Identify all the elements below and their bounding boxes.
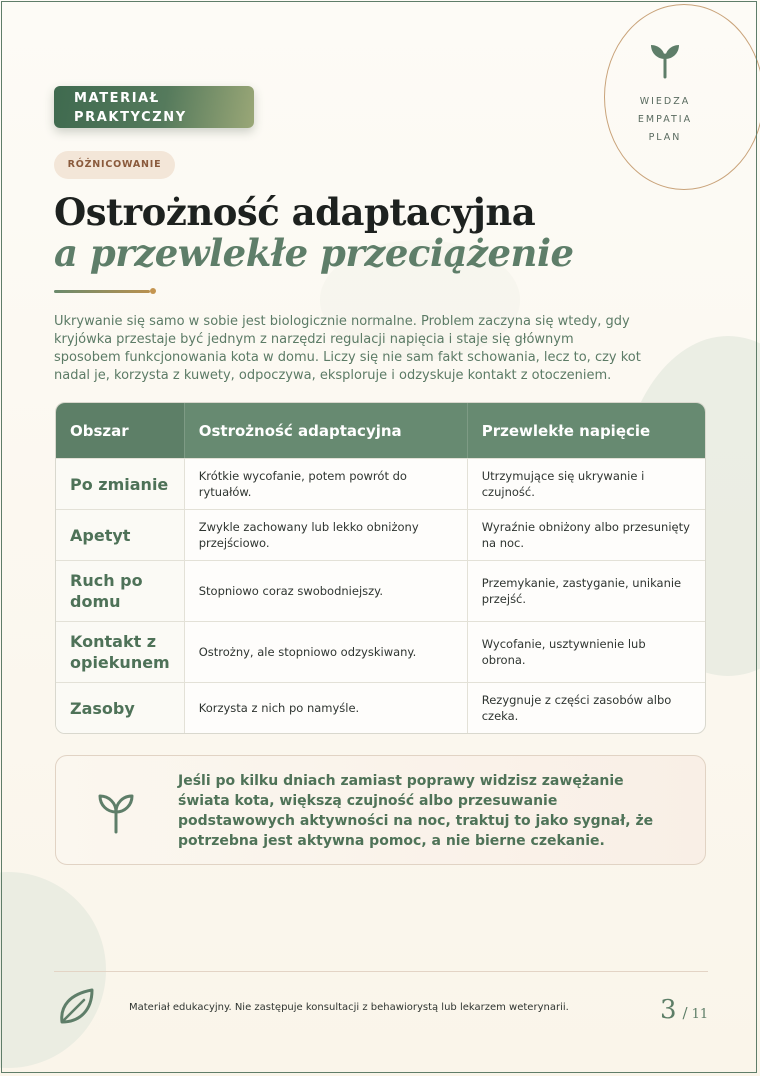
footer-disclaimer: Materiał edukacyjny. Nie zastępuje konsultacji z behawiorystą lub lekarzem weterynarii. [129,1002,569,1013]
row-area-label: Ruch po domu [56,560,184,621]
adaptive-cell: Krótkie wycofanie, potem powrót do rytuałów. [184,458,467,509]
adaptive-cell: Stopniowo coraz swobodniejszy. [184,560,467,621]
seal-word: EMPATIA [637,114,693,125]
table-row [56,621,705,682]
row-area-label: Apetyt [56,509,184,560]
intro-paragraph: Ukrywanie się samo w sobie jest biologicznie normalne. Problem zaczyna się wtedy, gdy kryjówka przestaje być jednym z narzędzi regulacji napięcia i staje się głównym sposobem funkcjonowania kota w domu. Liczy się nie sam fakt schowania, lecz to, czy kot nadal je, korzysta z kuwety, odpoczywa, eksploruje i odzyskuje kontakt z otoczeniem. [54,314,641,383]
chronic-cell: Rezygnuje z części zasobów albo czeka. [467,682,705,733]
page-number [660,995,708,1025]
title-divider-dot [150,288,156,294]
sprout-icon [96,790,136,834]
page-separator: / [682,1004,688,1022]
title-divider [54,290,150,293]
row-area-label: Po zmianie [56,458,184,509]
chronic-cell: Wyraźnie obniżony albo przesunięty na noc. [467,509,705,560]
table-row [56,682,705,733]
table-row [56,560,705,621]
brand-seal [604,4,760,190]
adaptive-cell: Zwykle zachowany lub lekko obniżony przejściowo. [184,509,467,560]
callout-text: Jeśli po kilku dniach zamiast poprawy widzisz zawężanie świata kota, większą czujność albo przesuwanie podstawowych aktywności na noc, traktuj to jako sygnał, że potrzebna jest aktywna pomoc, a nie bierne czekanie. [178,773,654,849]
chronic-cell: Utrzymujące się ukrywanie i czujność. [467,458,705,509]
row-area-label: Zasoby [56,682,184,733]
seal-word: WIEDZA [639,96,691,107]
column-header-area: Obszar [56,403,184,458]
sprout-icon [647,39,683,79]
material-type-badge: MATERIAŁ PRAKTYCZNY [54,86,254,128]
column-header-adaptive: Ostrożność adaptacyjna [184,403,467,458]
section-chip: RÓŻNICOWANIE [54,151,175,179]
adaptive-cell: Ostrożny, ale stopniowo odzyskiwany. [184,621,467,682]
seal-word: PLAN [648,132,682,143]
chronic-cell: Przemykanie, zastyganie, unikanie przejść. [467,560,705,621]
page-total: 11 [691,1007,709,1022]
callout-note [55,755,706,865]
page-current: 3 [660,995,677,1025]
seal-words [605,93,725,147]
comparison-table [55,402,706,734]
page-title: Ostrożność adaptacyjna [54,190,536,234]
table-row [56,458,705,509]
page-subtitle: a przewlekłe przeciążenie [54,231,574,275]
footer-divider [54,971,708,972]
table-row [56,509,705,560]
background-blob-left [0,872,106,1068]
column-header-chronic: Przewlekłe napięcie [467,403,705,458]
chronic-cell: Wycofanie, usztywnienie lub obrona. [467,621,705,682]
leaf-icon [56,986,96,1026]
row-area-label: Kontakt z opiekunem [56,621,184,682]
adaptive-cell: Korzysta z nich po namyśle. [184,682,467,733]
table-header-row [56,403,705,458]
